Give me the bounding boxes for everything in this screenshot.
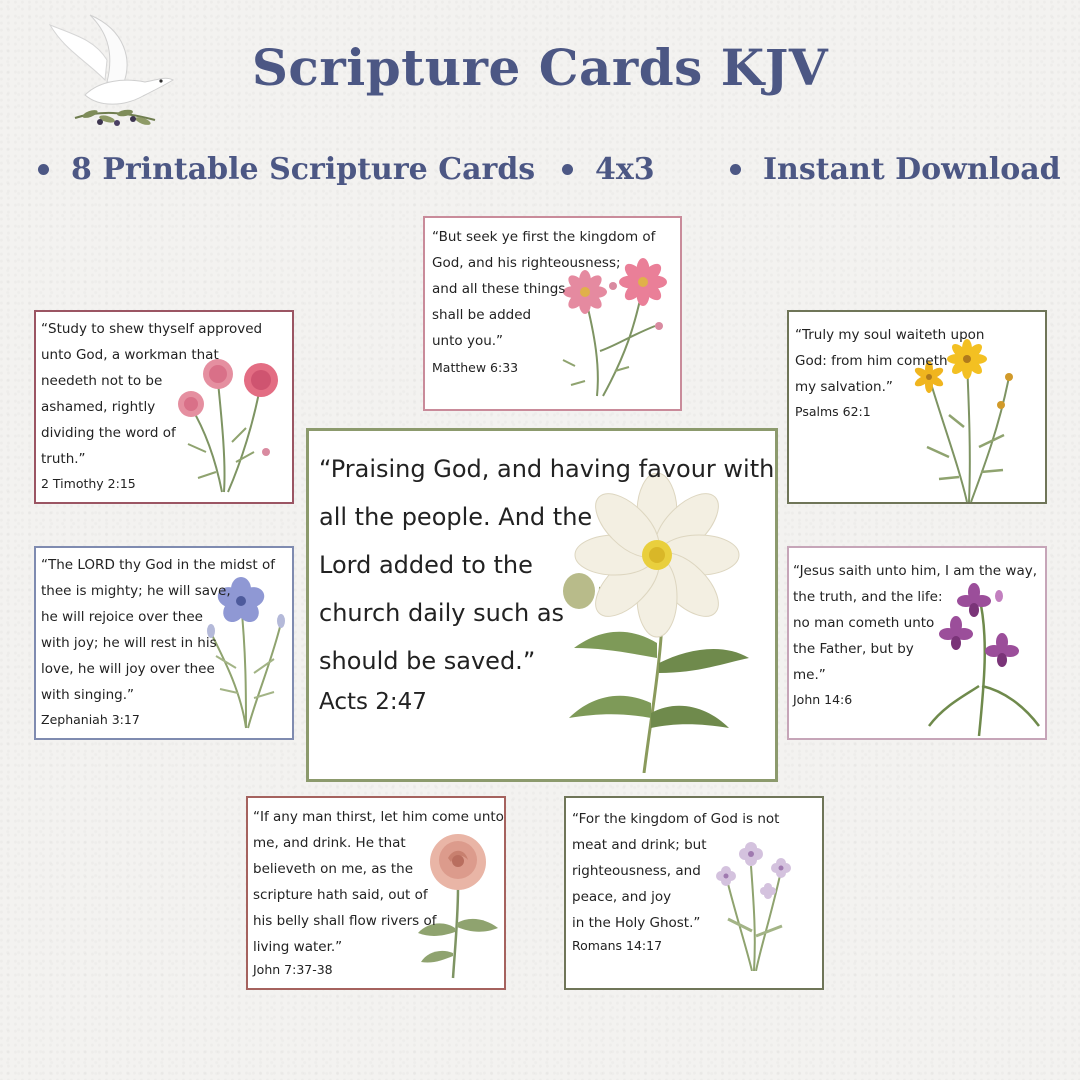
card-reference: John 14:6 <box>793 692 853 707</box>
card-reference: Matthew 6:33 <box>432 360 519 375</box>
scripture-card-zephaniah <box>34 546 294 740</box>
scripture-card-matthew <box>423 216 682 411</box>
scripture-card-john-14 <box>787 546 1047 740</box>
card-verse: “But seek ye first the kingdom of God, and his righteousness; and all these things shall be added unto you.” <box>432 229 656 349</box>
card-verse: “For the kingdom of God is not meat and drink; but righteousness, and peace, and joy in the Holy Ghost.” <box>572 811 780 931</box>
scripture-card-psalms <box>787 310 1047 504</box>
card-reference: Romans 14:17 <box>572 938 663 953</box>
card-reference: Psalms 62:1 <box>795 404 871 419</box>
bullet-icon <box>730 164 741 175</box>
card-verse: “Truly my soul waiteth upon God: from him cometh my salvation.” <box>795 327 985 395</box>
card-verse: “Jesus saith unto him, I am the way, the truth, and the life: no man cometh unto the Father, but by me.” <box>793 563 1038 683</box>
page-title: Scripture Cards KJV <box>251 38 829 97</box>
card-reference: 2 Timothy 2:15 <box>41 476 136 491</box>
bullet-icon <box>562 164 573 175</box>
scripture-card-romans <box>564 796 824 990</box>
card-verse: “The LORD thy God in the midst of thee is mighty; he will save, he will rejoice over thee with joy; he will rest in his love, he will joy over thee with singing.” <box>41 557 275 703</box>
scripture-card-timothy <box>34 310 294 504</box>
feature-list <box>0 152 1080 202</box>
card-verse: “Praising God, and having favour with all the people. And the Lord added to the church daily such as should be saved.” <box>319 455 775 675</box>
feature-item: 8 Printable Scripture Cards <box>38 152 535 187</box>
scripture-card-acts-featured <box>306 428 778 782</box>
bullet-icon <box>38 164 49 175</box>
feature-item: Instant Download <box>730 152 1061 187</box>
card-reference: John 7:37-38 <box>253 962 333 977</box>
card-reference: Acts 2:47 <box>319 689 427 715</box>
card-reference: Zephaniah 3:17 <box>41 712 140 727</box>
card-verse: “If any man thirst, let him come unto me, and drink. He that believeth on me, as the scripture hath said, out of his belly shall flow rivers of living water.” <box>253 809 504 955</box>
feature-item: 4x3 <box>562 152 655 187</box>
card-verse: “Study to shew thyself approved unto God, a workman that needeth not to be ashamed, rightly dividing the word of truth.” <box>41 321 263 467</box>
scripture-card-john-7 <box>246 796 506 990</box>
